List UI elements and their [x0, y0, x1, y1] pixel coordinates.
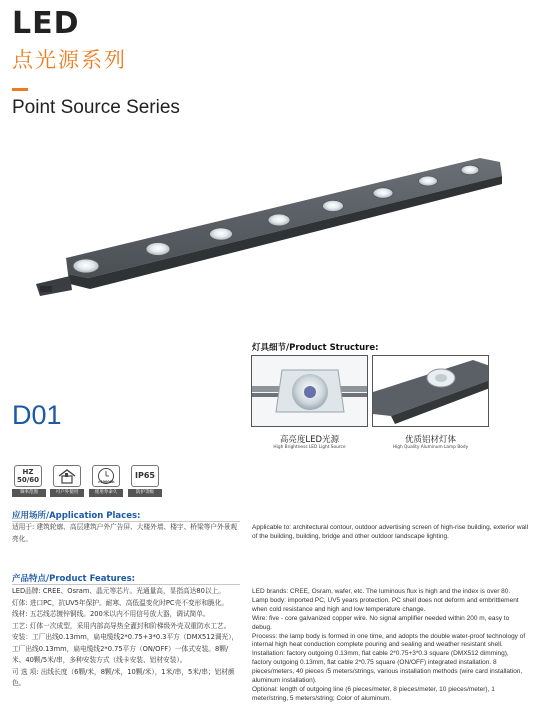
section-divider — [12, 584, 240, 585]
series-title-en: Point Source Series — [12, 97, 180, 118]
frequency-icon — [14, 465, 42, 487]
bar-side — [68, 176, 502, 289]
frequency-label: 频率范围 — [12, 489, 46, 497]
lifespan-value: >30000h — [97, 480, 115, 484]
lifespan-label: 使用寿命久 — [89, 489, 123, 497]
led-node-icon — [73, 259, 99, 273]
series-title-cn: 点光源系列 — [12, 48, 127, 72]
feature-item-en: Wire: five - core galvanized copper wire. No signal amplifier needed within 200 m, easy to debug. — [252, 614, 510, 631]
application-title: 应用场所/Application Places: — [12, 511, 141, 521]
feature-item-cn: 线材: 五芯线芯镀锌铜线。200米以内不用信号放大器，调试简单。 — [12, 610, 210, 618]
led-node-icon — [461, 165, 479, 175]
features-list-cn — [12, 586, 240, 690]
frequency-value: HZ 50/60 — [16, 468, 40, 484]
structure-caption-cn: 优质铝材灯体 — [404, 435, 456, 445]
outdoor-house-icon — [53, 465, 81, 487]
ip-rating-label: 防护等级 — [128, 489, 162, 497]
feature-item-en: Lamp body: imported PC, UV5 years protection. PC shell does not deform and embrittlement when cold resistance and high and low temperature change. — [252, 596, 519, 613]
feature-item-en: Installation: factory outgoing 0.13mm, flat cable 2*0.75+3*0.3 square (DMX512 dimming), factory outgoing 0.13mm, flat cable 2*0.75 square (ON/OFF) integrated installation. 8 pieces/meters, 40 pieces /5 meters/strings, various installation methods (wire card installation, aluminum installation). — [252, 650, 523, 685]
feature-item-en: Process: the lamp body is formed in one time, and adopts the double water-proof technology of internal high heat conduction complete pouring and sealing and weather resistant shell. — [252, 632, 526, 649]
feature-item-cn: 可 选 项: 出线长度（6颗/米，8颗/米，10颗/米），1米/串，5米/串；铝材颜色。 — [12, 667, 235, 687]
feature-item-en: LED brands: CREE, Osram, wafer, etc. The luminous flux is high and the index is over 80. — [252, 588, 511, 595]
features-list-en — [252, 588, 530, 704]
led-node-icon — [419, 176, 438, 186]
model-number: D01 — [12, 400, 62, 430]
ip-rating-icon — [131, 465, 159, 487]
outdoor-label: 可户外使用 — [50, 489, 84, 497]
accent-dash — [12, 88, 28, 91]
led-node-icon — [210, 228, 233, 240]
brand-title: LED — [12, 6, 80, 41]
application-text-cn: 适用于: 建筑轮廓、高层建筑户外广告屏、大楼外墙、楼宇、桥梁等户外景观亮化。 — [12, 523, 238, 543]
structure-title: 灯具细节/Product Structure: — [252, 343, 379, 353]
structure-caption-cn: 高亮度LED光源 — [279, 435, 340, 445]
led-node-icon — [268, 214, 290, 226]
led-node-icon — [146, 243, 170, 256]
feature-item-cn: 工艺: 灯体一次成型，采用内部高导热全灌封和阶梯级外壳双重防水工艺。 — [12, 621, 231, 630]
led-source-photo — [251, 355, 368, 427]
led-node-icon — [323, 200, 344, 211]
lamp-body-photo — [372, 355, 489, 427]
features-title: 产品特点/Product Features: — [12, 574, 136, 584]
feature-item-cn: 安装：工厂出线0.13mm，扁电缆线2*0.75+3*0.3平方（DMX512调光），工厂出线0.13mm，扁电缆线2*0.75平方（ON/OFF）一体式安装。8颗/米、40颗/5米/串，多种安装方式（线卡安装、铝材安装）。 — [12, 633, 239, 664]
product-image — [0, 150, 544, 320]
spec-icons — [12, 465, 172, 499]
led-node-icon — [373, 188, 393, 199]
ip-rating-value: IP65 — [135, 471, 155, 480]
structure-caption-en: High Brightness LED Light Source — [273, 445, 346, 450]
application-text-en: Applicable to: architectural contour, outdoor advertising screen of high-rise building, exterior wall of the building, building, bridge and other outdoor landscape lighting. — [252, 524, 529, 540]
lifespan-clock-icon — [92, 465, 120, 487]
feature-item-cn: 灯体: 进口PC，抗UV5年保护。耐寒、高低温变化时PC壳不变形和脆化。 — [12, 598, 229, 607]
structure-caption-en: High Quality Aluminum Lamp Body — [392, 445, 469, 450]
feature-item-en: Optional: length of outgoing line (6 pieces/meter, 8 pieces/meter, 10 pieces/meter), 1 meter/string, 5 meters/string; Color of aluminum. — [252, 685, 495, 702]
bar-foot — [40, 286, 52, 292]
feature-item-cn: LED品牌: CREE、Osram、晶元等芯片。光通量高，显指高达80以上。 — [12, 587, 225, 595]
